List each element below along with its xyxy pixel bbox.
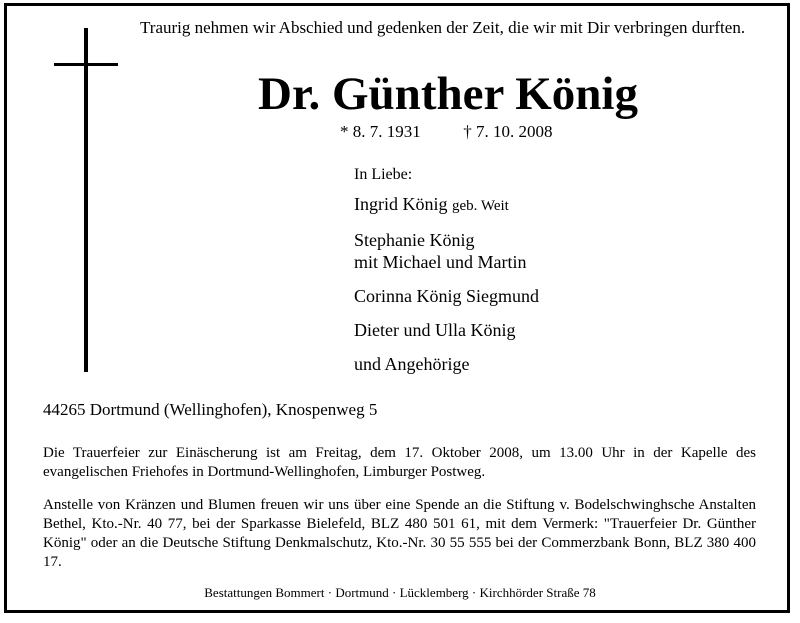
mourners-list (354, 165, 539, 387)
death-date: † 7. 10. 2008 (463, 122, 553, 141)
mourner-name: Corinna König Siegmund (354, 286, 539, 306)
life-dates (340, 122, 553, 142)
cross-vertical-bar (84, 28, 88, 372)
mourner-item (354, 285, 539, 307)
mourner-line2: mit Michael und Martin (354, 252, 527, 272)
family-address: 44265 Dortmund (Wellinghofen), Knospenweg 5 (43, 400, 378, 419)
mourner-name: Dieter und Ulla König (354, 320, 516, 340)
cross-horizontal-bar (54, 63, 118, 66)
funeral-info: Die Trauerfeier zur Einäscherung ist am Freitag, dem 17. Oktober 2008, um 13.00 Uhr in der Kapelle des evangelischen Friehofes in Dortmund-Wellinghofen, Limburger Postweg. (43, 445, 756, 480)
birth-date: * 8. 7. 1931 (340, 122, 421, 141)
donation-info: Anstelle von Kränzen und Blumen freuen wir uns über eine Spende an die Stiftung v. Bodelschwinghsche Anstalten Bethel, Kto.-Nr. 40 77, bei der Sparkasse Bielefeld, BLZ 480 501 61, mit dem Vermerk: "Trauerfeier Dr. Günther König" oder an die Deutsche Stiftung Denkmalschutz, Kto.-Nr. 30 55 555 bei der Commerzbank Bonn, BLZ 380 400 17. (43, 497, 756, 570)
mourner-item (354, 229, 539, 273)
funeral-home-footer: Bestattungen Bommert · Dortmund · Lücklemberg · Kirchhörder Straße 78 (204, 585, 596, 600)
intro-text: Traurig nehmen wir Abschied und gedenken der Zeit, die wir mit Dir verbringen durften. (140, 18, 746, 37)
mourner-item (354, 353, 539, 375)
mourner-note: geb. Weit (452, 198, 509, 214)
mourner-name: Ingrid König (354, 194, 448, 214)
deceased-name: Dr. Günther König (258, 68, 638, 120)
mourner-name: und Angehörige (354, 354, 470, 374)
mourner-name: Stephanie König (354, 230, 475, 250)
mourner-item (354, 193, 539, 217)
mourner-item (354, 319, 539, 341)
mourners-heading: In Liebe: (354, 166, 413, 183)
